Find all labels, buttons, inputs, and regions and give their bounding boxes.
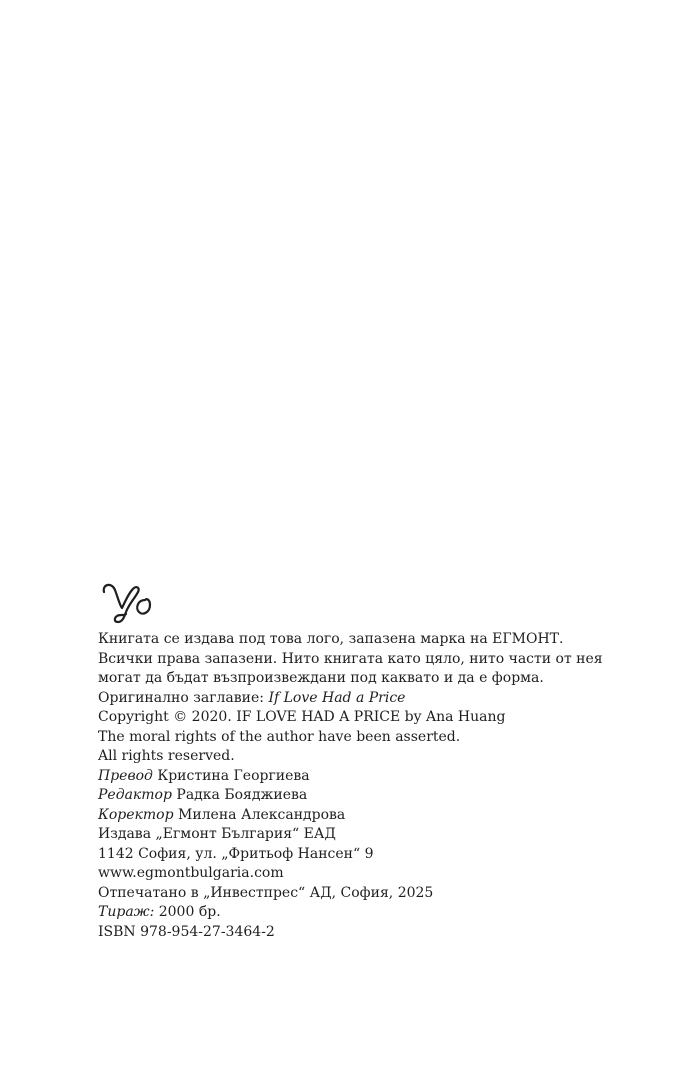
brand-notice: Книгата се издава под това лого, запазена марка на ЕГМОНТ. [98,631,564,647]
translator-line [98,767,658,787]
translator-name: Кристина Георгиева [152,767,310,784]
script-yo-logo-icon [98,578,158,626]
editor-line [98,786,658,806]
moral-rights-line: The moral rights of the author have been asserted. [98,728,461,745]
editor-name: Радка Бояджиева [171,787,308,803]
proofreader-name: Милена Александрова [173,806,346,823]
editor-label: Редактор [98,787,172,803]
isbn-line: ISBN 978-954-27-3464-2 [98,923,275,940]
original-title-line [98,689,658,709]
print-run-line [98,903,658,923]
printed-line: Отпечатано в „Инвестпрес“ АД, София, 2025 [98,884,434,901]
proofreader-label: Коректор [98,806,174,823]
all-rights-line: All rights reserved. [98,748,235,764]
rights-notice-line-1: Всички права запазени. Нито книгата като цяло, нито части от нея [98,650,603,667]
imprint-block [98,630,658,942]
original-title: If Love Had a Price [268,689,406,706]
proofreader-line [98,806,658,826]
print-run-label: Тираж: [98,904,155,920]
address-line: 1142 София, ул. „Фритьоф Нансен“ 9 [98,845,374,862]
publisher-logo [98,578,158,626]
print-run-value: 2000 бр. [154,904,221,920]
publisher-line: Издава „Егмонт България“ ЕАД [98,826,336,842]
translator-label: Превод [98,767,153,784]
website-line: www.egmontbulgaria.com [98,865,284,881]
copyright-line: Copyright © 2020. IF LOVE HAD A PRICE by Ana Huang [98,709,506,725]
rights-notice-line-2: могат да бъдат възпроизвеждани под каквато и да е форма. [98,670,544,686]
original-title-label: Оригинално заглавие: [98,689,269,706]
